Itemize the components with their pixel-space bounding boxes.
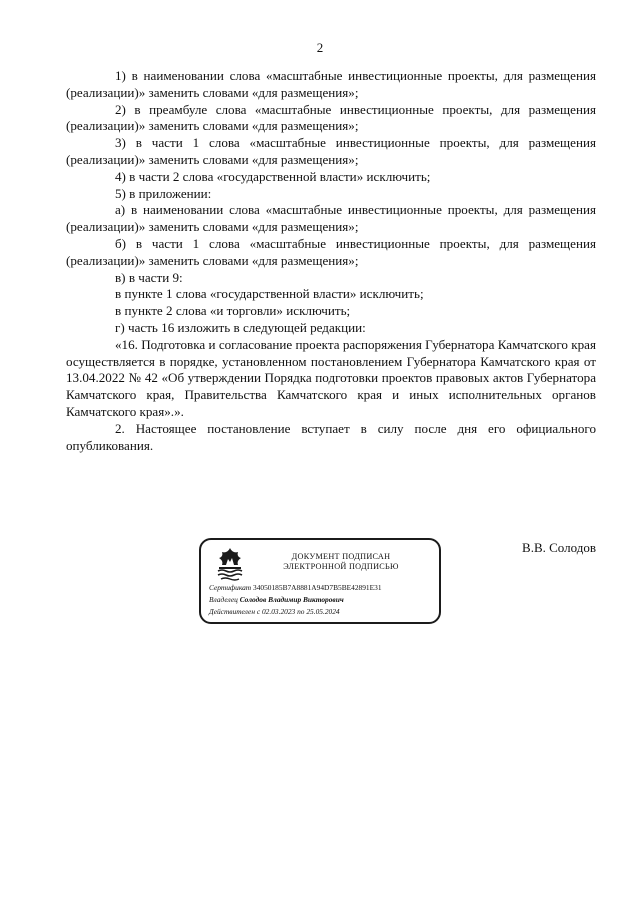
certificate-label: Сертификат (209, 583, 252, 592)
paragraph: а) в наименовании слова «масштабные инвестиционные проекты, для размещения (реализации)» заменить словами «для размещения»; (66, 202, 596, 235)
paragraph: 3) в части 1 слова «масштабные инвестиционные проекты, для размещения (реализации)» заменить словами «для размещения»; (66, 135, 596, 167)
coat-of-arms-icon (213, 546, 247, 582)
paragraph: 2. Настоящее постановление вступает в силу после дня его официального опубликования. (66, 420, 596, 453)
stamp-title-line: ЭЛЕКТРОННОЙ ПОДПИСЬЮ (283, 562, 399, 571)
paragraph: г) часть 16 изложить в следующей редакции: (115, 319, 366, 335)
paragraph: в) в части 9: (115, 269, 183, 285)
owner-value: Солодов Владимир Викторович (239, 595, 344, 604)
paragraph: в пункте 1 слова «государственной власти» исключить; (115, 286, 424, 302)
signer-name: В.В. Солодов (522, 540, 596, 555)
paragraph: б) в части 1 слова «масштабные инвестиционные проекты, для размещения (реализации)» заменить словами «для размещения»; (66, 235, 596, 268)
stamp-owner-line (209, 595, 344, 604)
paragraph: 5) в приложении: (115, 185, 212, 201)
paragraph: «16. Подготовка и согласование проекта распоряжения Губернатора Камчатского края осуществляется в порядке, установленном постановлением Губернатора Камчатского края от 13.04.2022 № 42 «Об утверждении Порядка подготовки проектов правовых актов Губернатора Камчатского края, Правительства Камчатского края и иных исполнительных органов Камчатского края».». (66, 336, 596, 419)
stamp-title (251, 552, 431, 572)
certificate-value: 34050185B7A8881A94D7B5BE42891E31 (253, 583, 382, 592)
stamp-title-line: ДОКУМЕНТ ПОДПИСАН (291, 552, 391, 561)
page-number: 2 (316, 40, 324, 55)
paragraph: в пункте 2 слова «и торговли» исключить; (115, 303, 351, 319)
paragraph: 2) в преамбуле слова «масштабные инвестиционные проекты, для размещения (реализации)» заменить словами «для размещения»; (66, 101, 596, 134)
stamp-certificate-line (209, 583, 382, 592)
owner-label: Владелец (209, 595, 238, 604)
valid-from: 02.03.2023 (261, 607, 296, 616)
stamp-validity-line (209, 607, 340, 616)
paragraph: 4) в части 2 слова «государственной власти» исключить; (115, 168, 431, 184)
paragraph: 1) в наименовании слова «масштабные инвестиционные проекты, для размещения (реализации)» заменить словами «для размещения»; (66, 68, 596, 100)
document-body (66, 68, 596, 454)
valid-to-label: по (297, 607, 305, 616)
electronic-signature-stamp (199, 538, 441, 624)
valid-to: 25.05.2024 (306, 607, 340, 616)
valid-label: Действителен с (209, 607, 261, 616)
